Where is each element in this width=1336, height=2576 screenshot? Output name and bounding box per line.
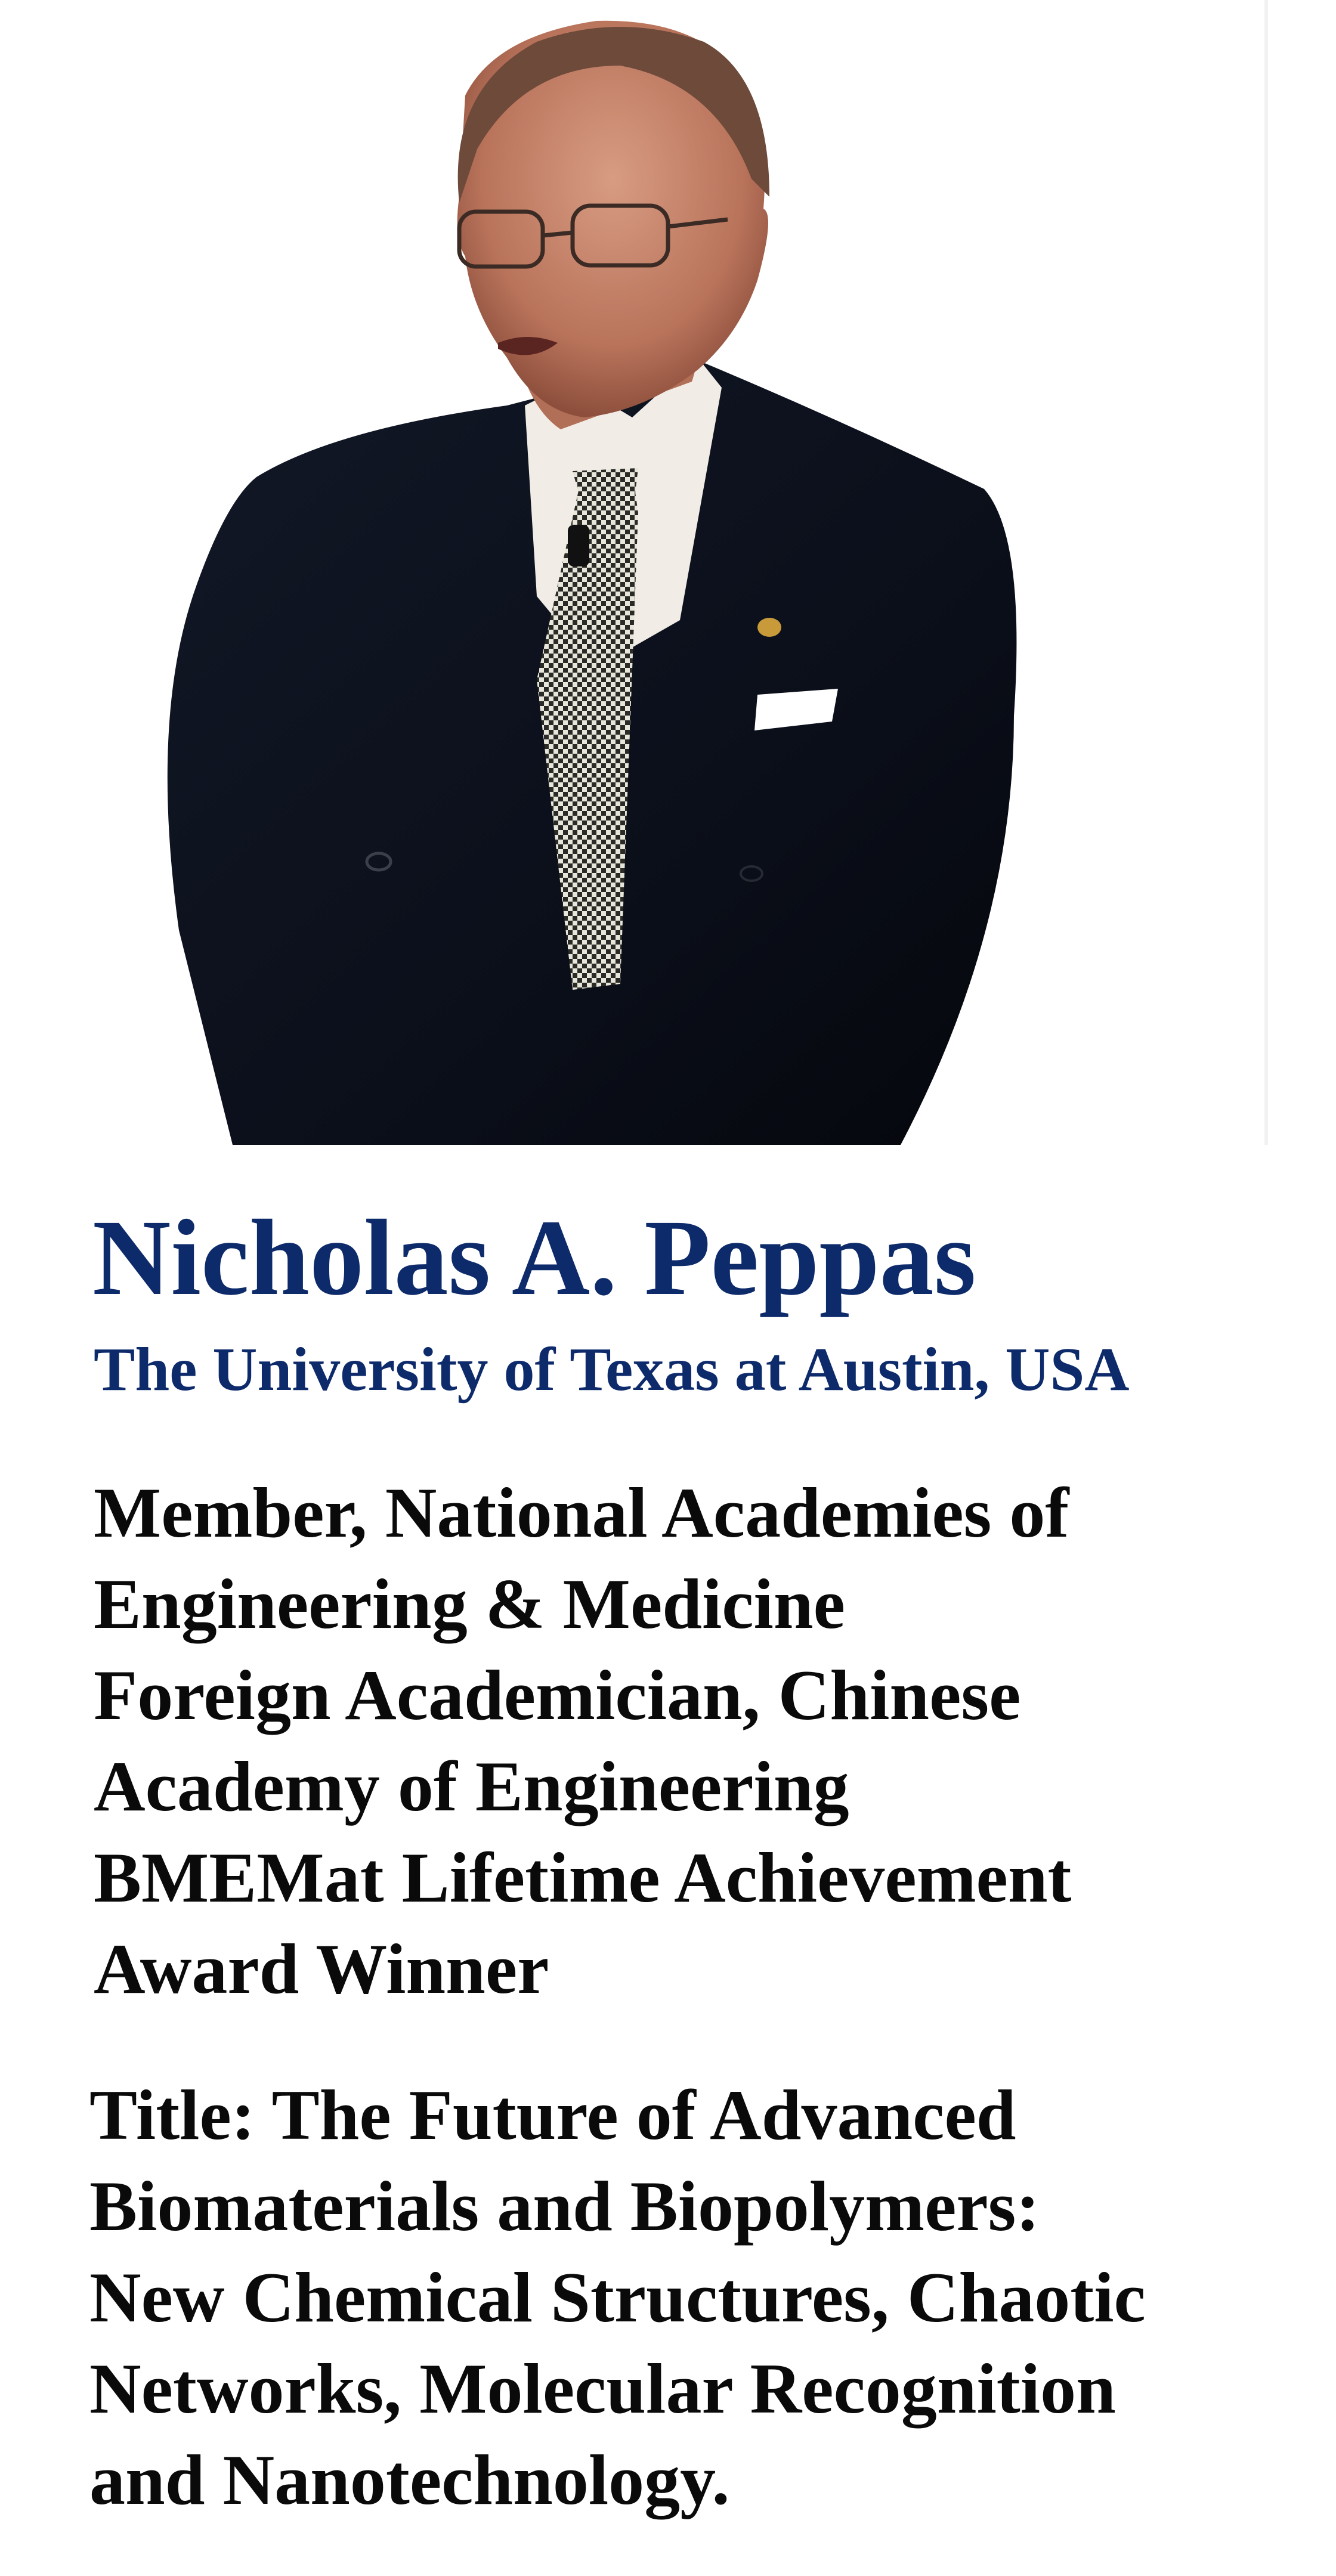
speaker-photo xyxy=(0,0,1336,1145)
talk-title-line: Biomaterials and Biopolymers: xyxy=(89,2166,1040,2246)
honors-line: BMEMat Lifetime Achievement xyxy=(94,1838,1072,1917)
honors-line: Engineering & Medicine xyxy=(94,1564,845,1643)
lapel-microphone xyxy=(568,525,589,566)
honors-line: Award Winner xyxy=(94,1929,549,2008)
talk-title-line: Networks, Molecular Recognition xyxy=(89,2349,1116,2428)
talk-title-line: and Nanotechnology. xyxy=(89,2440,730,2519)
honors-line: Member, National Academies of xyxy=(94,1473,1069,1552)
speaker-name: Nicholas A. Peppas xyxy=(92,1198,976,1318)
honors-line: Foreign Academician, Chinese xyxy=(94,1655,1021,1735)
talk-title-line: New Chemical Structures, Chaotic xyxy=(89,2258,1146,2337)
talk-title xyxy=(89,2069,1146,2525)
honors-line: Academy of Engineering xyxy=(94,1747,849,1826)
talk-title-line: Title: The Future of Advanced xyxy=(89,2075,1016,2154)
speaker-honors xyxy=(94,1467,1072,2014)
speaker-affiliation: The University of Texas at Austin, USA xyxy=(94,1335,1130,1404)
lapel-pin xyxy=(757,618,781,637)
